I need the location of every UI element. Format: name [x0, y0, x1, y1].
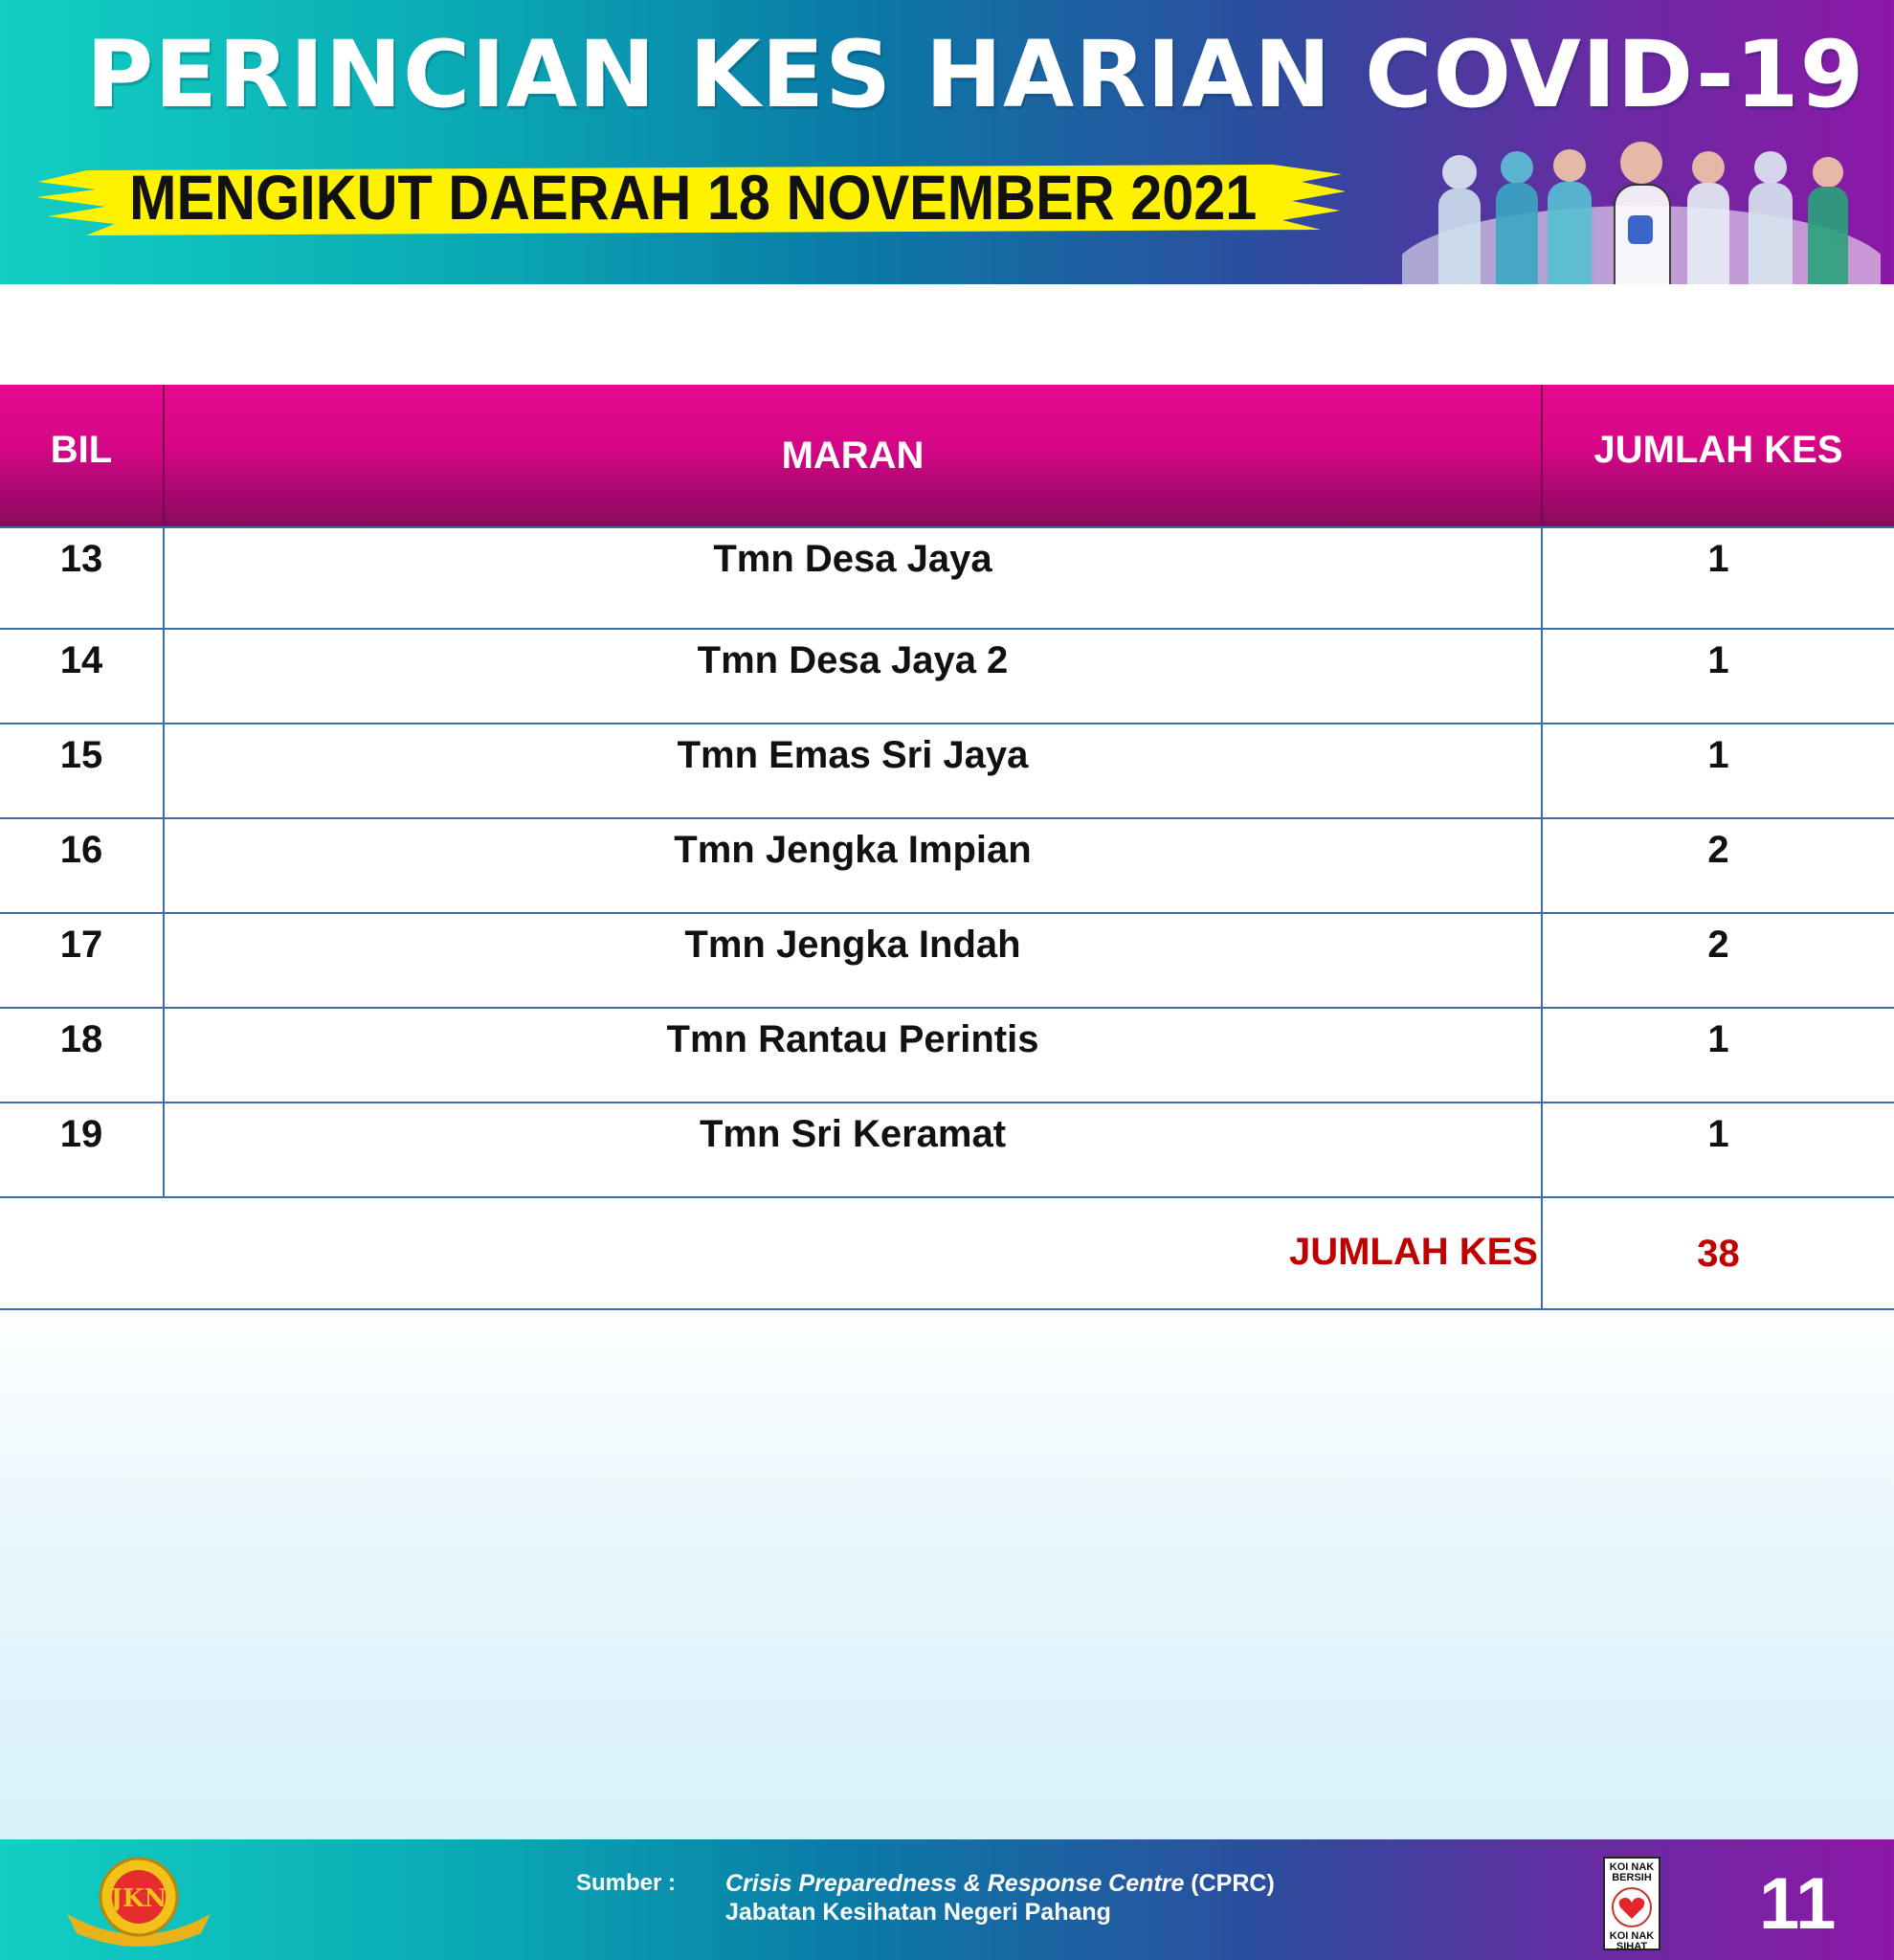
column-header-cases: JUMLAH KES: [1541, 385, 1894, 526]
koi-nak-sihat-badge: [1603, 1857, 1660, 1950]
table-row: [0, 914, 1894, 1009]
row-number: 19: [59, 1113, 103, 1155]
total-row: [0, 1198, 1894, 1310]
row-number: 13: [59, 538, 103, 580]
table-row: [0, 630, 1894, 724]
total-value: 38: [1541, 1198, 1894, 1308]
source-centre-name: Crisis Preparedness & Response Centre: [725, 1870, 1185, 1897]
page-number: 11: [1759, 1863, 1837, 1945]
row-number: 18: [59, 1018, 103, 1060]
row-cases: 1: [1541, 528, 1894, 628]
healthcare-workers-illustration-icon: [1402, 129, 1881, 284]
source-line-1: [725, 1870, 1275, 1898]
row-cases: 1: [1541, 1103, 1894, 1196]
row-number: 14: [59, 639, 103, 681]
header-banner: [0, 0, 1894, 284]
row-cases: 1: [1541, 1009, 1894, 1102]
row-number: 16: [59, 829, 103, 871]
page-subtitle: MENGIKUT DAERAH 18 NOVEMBER 2021: [129, 162, 1258, 233]
cases-table: [0, 385, 1894, 1310]
svg-text:JKN: JKN: [110, 1884, 167, 1913]
jkn-logo-icon: [57, 1847, 220, 1954]
row-location: Tmn Rantau Perintis: [163, 1009, 1541, 1102]
column-header-bil: BIL: [50, 429, 113, 471]
row-number: 17: [59, 924, 103, 966]
row-cases: 1: [1541, 630, 1894, 723]
badge-bottom-text: KOI NAK SIHAT: [1609, 1930, 1655, 1952]
column-header-district: MARAN: [163, 385, 1541, 526]
table-row: [0, 724, 1894, 819]
row-cases: 2: [1541, 819, 1894, 912]
row-number: 15: [59, 734, 103, 776]
row-location: Tmn Sri Keramat: [163, 1103, 1541, 1196]
table-header: [0, 385, 1894, 526]
row-location: Tmn Emas Sri Jaya: [163, 724, 1541, 817]
heart-icon: [1611, 1886, 1653, 1928]
row-cases: 1: [1541, 724, 1894, 817]
row-cases: 2: [1541, 914, 1894, 1007]
table-row: [0, 819, 1894, 914]
source-label: Sumber :: [576, 1870, 677, 1896]
page-title: PERINCIAN KES HARIAN COVID-19: [86, 21, 1865, 128]
table-row: [0, 1009, 1894, 1103]
badge-top-text: KOI NAK BERSIH: [1609, 1861, 1655, 1883]
table-row: [0, 1103, 1894, 1198]
total-label: JUMLAH KES: [1288, 1231, 1538, 1273]
footer-banner: [0, 1839, 1894, 1960]
row-location: Tmn Jengka Impian: [163, 819, 1541, 912]
row-location: Tmn Desa Jaya 2: [163, 630, 1541, 723]
row-location: Tmn Jengka Indah: [163, 914, 1541, 1007]
source-centre-abbr: (CPRC): [1184, 1870, 1275, 1897]
row-location: Tmn Desa Jaya: [163, 528, 1541, 628]
table-row: [0, 526, 1894, 630]
header-fade: [0, 284, 1894, 361]
source-line-2: Jabatan Kesihatan Negeri Pahang: [725, 1899, 1111, 1926]
